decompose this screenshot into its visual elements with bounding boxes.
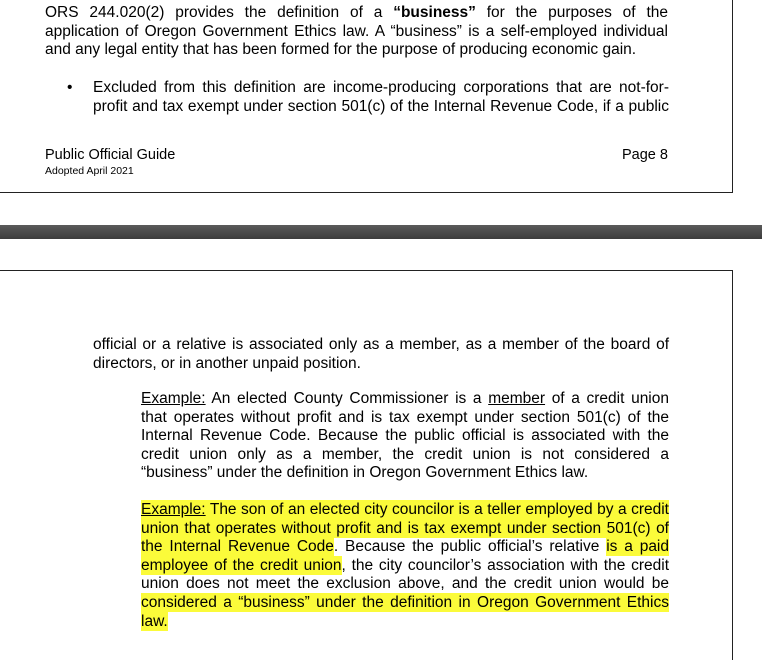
business-definition-paragraph <box>45 4 668 60</box>
paragraph-line: ORS 244.020(2) provides the definition of a “business” for the purposes of the <box>45 4 668 21</box>
document-page-8 <box>0 0 733 193</box>
example-line: that operates without profit and is tax exempt under section 501(c) of the <box>141 408 669 426</box>
example-label: Example: <box>141 390 206 407</box>
paragraph-line: and any legal entity that has been formed for the purpose of producing economic gain. <box>45 41 637 59</box>
text-highlight: law. <box>141 612 168 630</box>
bullet-line: profit and tax exempt under section 501(c) of the Internal Revenue Code, if a public <box>93 97 669 115</box>
example-line <box>141 594 669 613</box>
text-highlight: employee of the credit union <box>141 556 342 574</box>
example-line <box>141 613 669 632</box>
member-term: member <box>488 390 546 407</box>
text-highlight: union that operates without profit and is tax exempt under section 501(c) of <box>141 519 669 537</box>
example-line: “business” under the definition in Oregon Government Ethics law. <box>141 464 589 482</box>
example-line: union does not meet the exclusion above, and the credit union would be <box>141 575 669 593</box>
bullet-line: Excluded from this definition are income-producing corporations that are not-for- <box>93 79 669 96</box>
text-highlight: is a paid <box>606 538 669 556</box>
paragraph-line: application of Oregon Government Ethics law. A “business” is a self-employed individual <box>45 22 668 40</box>
business-term: “business” <box>393 4 476 21</box>
document-page-9 <box>0 270 733 660</box>
text-highlight: considered a “business” under the definition in Oregon Government Ethics <box>141 593 669 611</box>
text-highlight: Example: The son of an elected city councilor is a teller employed by a credit <box>141 501 669 518</box>
page-number: Page 8 <box>622 147 668 163</box>
example-county-commissioner <box>141 390 669 483</box>
example-line: employee of the credit union, the city councilor’s association with the credit <box>141 556 669 574</box>
paragraph-line: official or a relative is associated only as a member, as a member of the board of <box>93 336 669 353</box>
text-highlight: the Internal Revenue Code <box>141 538 334 556</box>
bullet-icon: • <box>67 79 73 96</box>
example-line <box>141 501 669 520</box>
example-line: credit union only as a member, the credit union is not considered a <box>141 445 669 463</box>
exclusion-bullet-text <box>93 79 669 116</box>
footer-title: Public Official Guide <box>45 147 176 163</box>
example-line: Example: An elected County Commissioner is a member of a credit union <box>141 390 669 407</box>
example-line: Internal Revenue Code. Because the public official is associated with the <box>141 427 669 445</box>
example-line <box>141 520 669 539</box>
paragraph-line: directors, or in another unpaid position. <box>93 354 361 372</box>
example-city-councilor <box>141 501 669 631</box>
continuation-paragraph <box>93 336 669 373</box>
footer-adopted-date: Adopted April 2021 <box>45 165 134 177</box>
page-separator <box>0 225 762 239</box>
example-label: Example: <box>141 501 206 518</box>
example-line: the Internal Revenue Code. Because the public official’s relative is a paid <box>141 538 669 556</box>
